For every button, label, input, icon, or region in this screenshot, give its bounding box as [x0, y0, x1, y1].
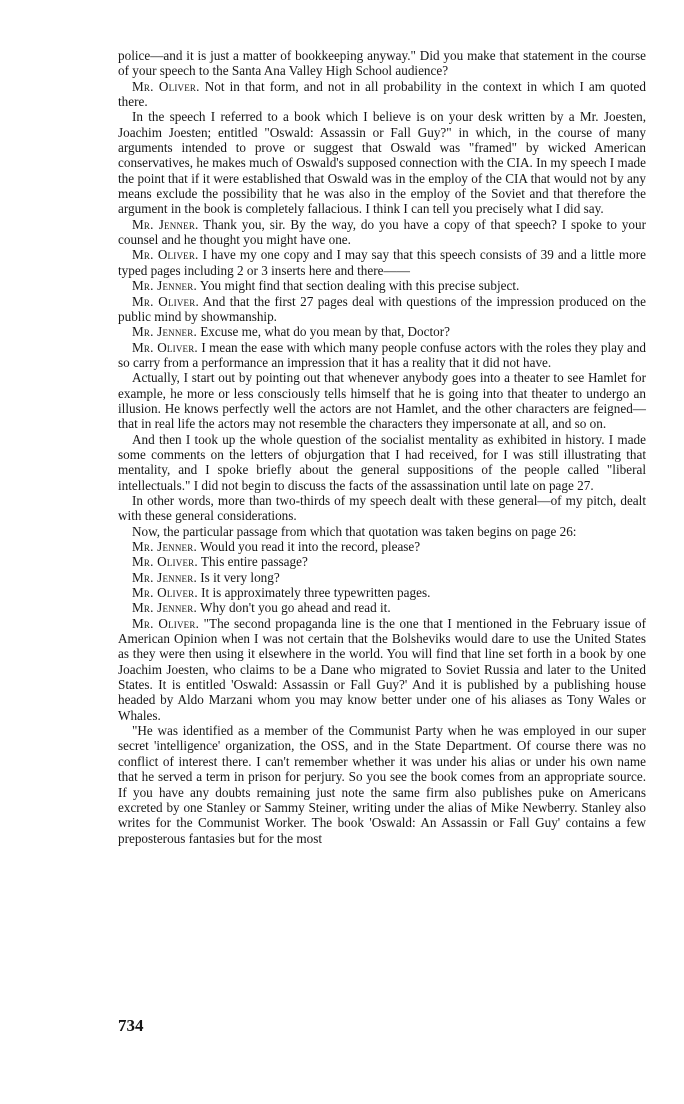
paragraph-text: police—and it is just a matter of bookkeeping anyway." Did you make that statement in the course of your speech to the Santa Ana Valley High School audience? [118, 48, 646, 79]
speaker-label: Mr. Jenner. [132, 539, 197, 554]
paragraph-7 [118, 294, 646, 325]
transcript-page [118, 48, 646, 846]
speaker-label: Mr. Jenner. [132, 278, 197, 294]
paragraph-text: I have my one copy and I may say that this speech consists of 39 and a little more typed pages including 2 or 3 inserts here and there—— [118, 247, 646, 278]
speaker-label: Mr. Jenner. [132, 324, 197, 340]
speaker-label: Mr. Oliver. [132, 554, 198, 570]
paragraph-text: Not in that form, and not in all probability in the context in which I am quoted there. [118, 78, 647, 110]
paragraph-15 [118, 554, 646, 569]
paragraph-text: This entire passage? [200, 554, 308, 570]
paragraph-4 [118, 217, 646, 248]
paragraph-text: Thank you, sir. By the way, do you have a copy of that speech? I spoke to your counsel and he thought you might have one. [118, 216, 646, 248]
speaker-label: Mr. Jenner. [132, 569, 197, 585]
paragraph-text: Excuse me, what do you mean by that, Doctor? [200, 324, 451, 340]
paragraph-text: "He was identified as a member of the Communist Party when he was employed in our super secret 'intelligence' organization, the OSS, and in the State Department. Of course there was no conflict of interest there. I can't remember whether it was under his alias or under his own name that he served a term in prison for perjury. So you see the book comes from an appropriate source. If you have any doubts remaining just note the same firm also publishes puke on Americans excreted by one Stanley or Sammy Steiner, writing under the alias of Mike Newberry. Stanley also writes for the Communist Worker. The book 'Oswald: An Assassin or Fall Guy' contains a few preposterous fantasies but for the most [118, 723, 646, 846]
speaker-label: Mr. Jenner. [132, 600, 197, 616]
speaker-label: Mr. Oliver. [132, 585, 198, 601]
paragraph-13 [118, 524, 646, 539]
paragraph-text: Would you read it into the record, please? [200, 539, 421, 554]
paragraph-18 [118, 600, 646, 615]
paragraph-text: Actually, I start out by pointing out that whenever anybody goes into a theater to see Hamlet for example, he more or less consciously tells himself that he is going into that theater to undergo an illusion. He knows perfectly well the actors are not Hamlet, and the other characters are feigned—that in real life the actors may not resemble the characters they impersonate at all, and so on. [118, 370, 646, 432]
paragraph-9 [118, 340, 646, 371]
paragraph-text: In other words, more than two-thirds of my speech dealt with these general—of my pitch, dealt with these general considerations. [118, 492, 646, 524]
paragraph-text: Why don't you go ahead and read it. [200, 600, 391, 616]
paragraph-text: Now, the particular passage from which that quotation was taken begins on page 26: [132, 523, 577, 539]
paragraph-12 [118, 493, 646, 524]
paragraph-17 [118, 585, 646, 600]
paragraph-20 [118, 723, 646, 846]
speaker-label: Mr. Oliver. [132, 78, 200, 94]
speaker-label: Mr. Oliver. [132, 615, 200, 631]
paragraph-16 [118, 570, 646, 585]
speaker-label: Mr. Oliver. [132, 293, 199, 309]
speaker-label: Mr. Oliver. [132, 247, 199, 263]
paragraph-5 [118, 247, 646, 278]
paragraph-14 [118, 539, 646, 554]
paragraph-1 [118, 48, 646, 79]
paragraph-text: In the speech I referred to a book which I believe is on your desk written by a Mr. Joesten, Joachim Joesten; entitled "Oswald: Assassin or Fall Guy?" in which, in the course of many arguments intended to prove or suggest that Oswald was "framed" by wicked American conservatives, he makes much of Oswald's supposed connection with the CIA. In my speech I made the point that if it were established that Oswald was in the employ of the CIA that would not by any means exclude the possibility that he was also in the employ of the Soviet and that therefore the argument in the book is completely fallacious. I think I can tell you precisely what I did say. [118, 109, 646, 217]
paragraph-text: "The second propaganda line is the one that I mentioned in the February issue of American Opinion when I was not certain that the Bolsheviks would dare to use the United States as they were then using it elsewhere in the world. You will find that line set forth in a book by one Joachim Joesten, who claims to be a Dane who migrated to Soviet Russia and later to the United States. It is entitled 'Oswald: Assassin or Fall Guy?' And it is published by a publishing house headed by Aldo Marzani whom you may know better under one of his aliases as Tony Wales or Whales. [118, 615, 646, 723]
paragraph-2 [118, 79, 646, 110]
paragraph-8 [118, 324, 646, 339]
paragraph-text: You might find that section dealing with this precise subject. [199, 278, 520, 294]
paragraph-text: And that the first 27 pages deal with questions of the impression produced on the public mind by showmanship. [118, 293, 646, 324]
speaker-label: Mr. Jenner. [132, 216, 199, 232]
paragraph-19 [118, 616, 646, 723]
paragraph-11 [118, 432, 646, 493]
paragraph-10 [118, 370, 646, 431]
paragraph-text: And then I took up the whole question of the socialist mentality as exhibited in history. I made some comments on the letters of objurgation that I had received, for I was still illustrating that mentality, and I spoke briefly about the general suppositions of the people called "liberal intellectuals." I did not begin to discuss the facts of the assassination until late on page 27. [118, 431, 646, 493]
page-number: 734 [118, 1016, 144, 1035]
paragraph-text: I mean the ease with which many people confuse actors with the roles they play and so carry from a performance an impression that it has a reality that it did not have. [118, 339, 647, 370]
paragraph-text: It is approximately three typewritten pages. [201, 585, 431, 601]
paragraph-3 [118, 109, 646, 216]
paragraph-text: Is it very long? [200, 569, 280, 585]
speaker-label: Mr. Oliver. [132, 339, 198, 355]
paragraph-6 [118, 278, 646, 293]
